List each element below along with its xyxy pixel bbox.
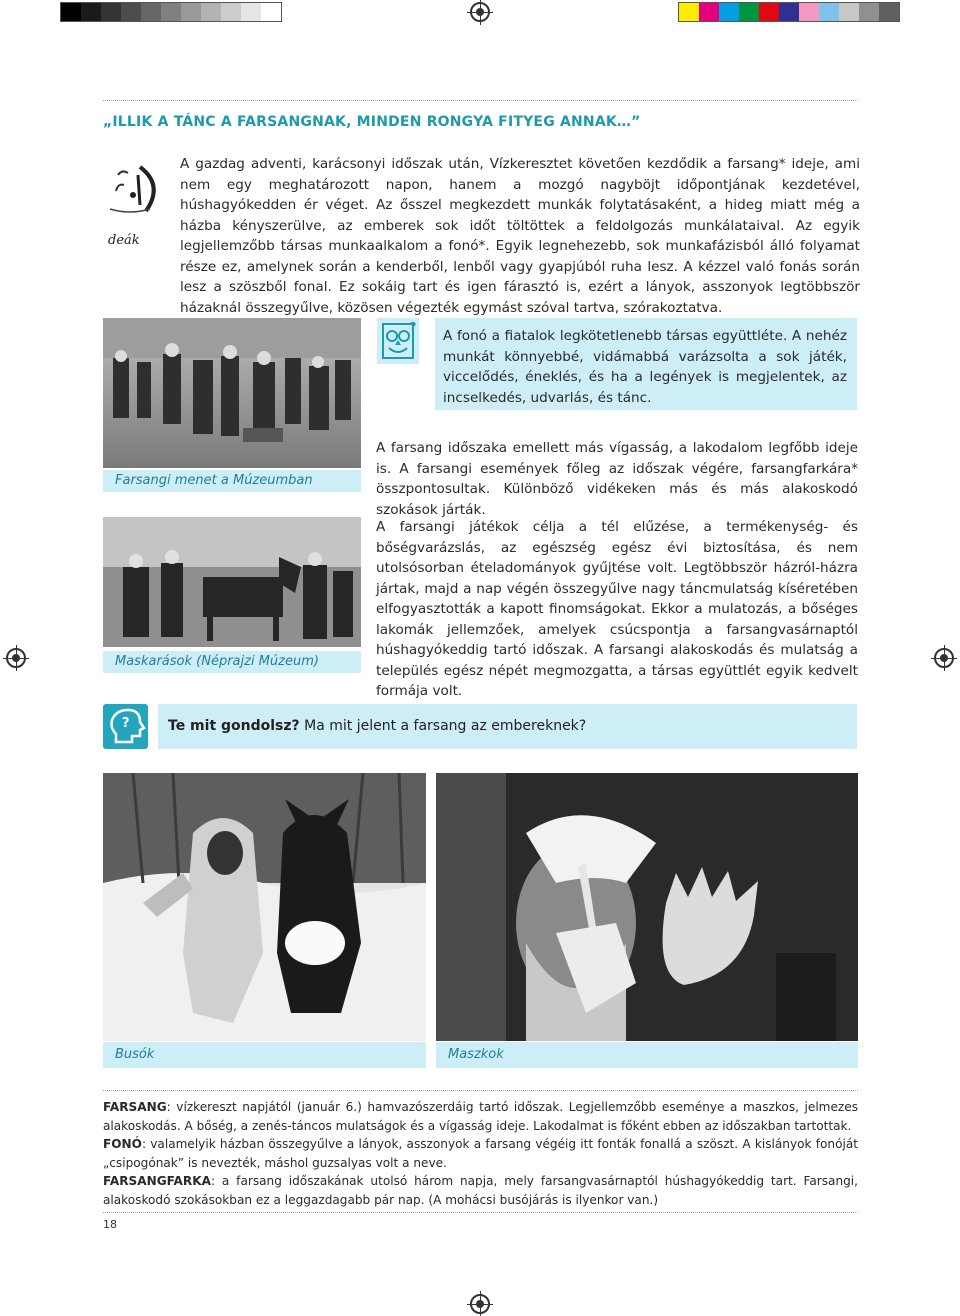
svg-text:?: ? — [410, 320, 417, 333]
color-strip — [678, 2, 900, 22]
owl-icon — [377, 318, 419, 364]
glossary-def: : a farsang időszakának utolsó három napja, mely farsangvasárnaptól húshagyókeddig tart. Farsangi, alakoskodó szokásokban ez a leggazdagabb pár nap. (A mohácsi busójárás is ilyenkor van.) — [103, 1174, 858, 1207]
think-question: Ma mit jelent a farsang az embereknek? — [299, 718, 587, 734]
glossary-item-farsang — [103, 1098, 858, 1135]
think-lead: Te mit gondolsz? — [168, 718, 300, 734]
glossary-item-farsangfarka — [103, 1172, 858, 1209]
fono-infobox: A fonó a fiatalok legkötetlenebb társas együttléte. A nehéz munkát könnyebbé, vidámabbá varázsolta a sok játék, viccelődés, éneklés, és ha a legények is megjelentek, az incselkedés, udvarlás, és tánc. — [435, 318, 857, 410]
intro-paragraph — [180, 154, 860, 318]
glossary-term: FONÓ — [103, 1137, 142, 1151]
glossary-term: FARSANGFARKA — [103, 1174, 211, 1188]
footer-rule — [103, 1212, 858, 1213]
portrait-sketch — [100, 155, 166, 255]
glossary-def: : vízkereszt napjától (január 6.) hamvazószerdáig tartó időszak. Legjellemzőbb eseménye a maszkos, jelmezes alakoskodás. A bőség, a zenés-táncos mulatságok és a vígasság ideje. Lakodalmat is főként ebben az időszakban tartottak. — [103, 1100, 858, 1133]
page-number: 18 — [103, 1218, 117, 1231]
think-question-bar — [158, 704, 857, 749]
greyscale-strip — [60, 2, 282, 22]
photo-buso — [103, 773, 426, 1041]
glossary-item-fono — [103, 1135, 858, 1172]
photo-masks — [436, 773, 858, 1041]
glossary-term: FARSANG — [103, 1100, 167, 1114]
paragraph-jatekok: A farsangi játékok célja a tél elűzése, a termékenység- és bőségvarázslás, az egészség egész évi biztosítása, és nem utolsósorban ételadományok gyűjtése volt. Legtöbbször házról-házra jártak, majd a nap végén összegyűlve nagy táncmulatság kíséretében elfogyasztották a kapott finomságokat. Ekkor a mulatozás, a bőséges lakomák jellemzőek, amelyek csúcspontja a farsangvasárnaptól húshagyókeddig tartó időszak. A farsangi alakoskodás és mulatság a település egész népét megmozgatta, a társas együttlét egyik kedvelt formája volt. — [376, 519, 858, 699]
paragraph-lakodalom: A farsang időszaka emellett más vígasság, a lakodalom legfőbb ideje is. A farsangi események főleg az időszak végére, farsangfarkára* összpontosultak. Különböző vidékeken más és más alakoskodó szokások járták. — [376, 440, 858, 518]
head-question-icon — [103, 704, 148, 749]
caption-masqueraders: Maskarások (Néprajzi Múzeum) — [103, 651, 361, 673]
caption-buso: Busók — [103, 1042, 426, 1068]
glossary-def: : valamelyik házban összegyűlve a lányok, asszonyok a farsang végéig itt fonták fonallá a szöszt. A kislányok fonóját „csipogónak” is nevezték, máshol guzsalyas volt a neve. — [103, 1137, 858, 1170]
glossary-top-rule — [103, 1090, 858, 1091]
glossary — [103, 1098, 858, 1209]
question-mark-glyph: ? — [122, 716, 130, 731]
page-title: „ILLIK A TÁNC A FARSANGNAK, MINDEN RONGYA FITYEG ANNAK…” — [103, 114, 641, 130]
photo-masqueraders — [103, 517, 361, 647]
top-rule — [103, 100, 858, 101]
portrait-signature: deák — [108, 233, 140, 248]
registration-mark-top — [470, 2, 490, 22]
photo-procession — [103, 318, 361, 468]
registration-mark-left — [6, 648, 26, 668]
intro-text: A gazdag adventi, karácsonyi időszak után, Vízkeresztet követően kezdődik a farsang* ideje, ami nem egy meghatározott napon, hanem a mozgó nagyböjt időpontjának kezdetével, húshagyókedden ér véget. Az ősszel megkezdett munkák folytatásaként, a hideg miatt még a házba kényszerülve, az emberek sok időt töltöttek a feldolgozás munkálataival. Az egyik legjellemzőbb társas munkaalkalom a fonó*. Egyik legnehezebb, sok munkafázisból álló folyamat része ez, amelynek során a kenderből, lenből vagy gyapjúból ruha lesz. A kézzel való fonás során lesz a szöszből fonal. Ez sokáig tart és igen fárasztó is, ezért a lányok, asszonyok legtöbbször házaknál összegyűlve, közösen végezték egymást szóval tartva, szórakoztatva. — [180, 156, 860, 316]
caption-masks: Maszkok — [436, 1042, 858, 1068]
caption-procession: Farsangi menet a Múzeumban — [103, 470, 361, 492]
registration-mark-bottom — [470, 1294, 490, 1314]
registration-mark-right — [934, 648, 954, 668]
